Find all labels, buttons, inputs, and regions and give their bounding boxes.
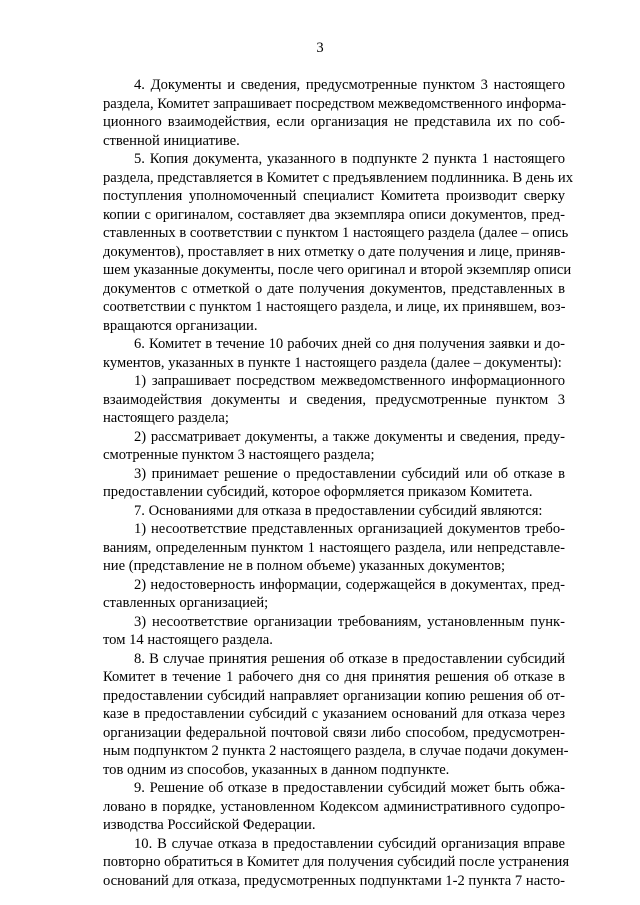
text-line: предоставлении субсидий направляет организации копию решения об от- (103, 687, 565, 704)
page-number: 3 (316, 40, 324, 56)
text-line: взаимодействия документы и сведения, предусмотренные пунктом 3 (103, 391, 565, 408)
text-line: ственной инициативе. (103, 132, 240, 149)
text-line: оснований для отказа, предусмотренных подпунктами 1-2 пункта 7 насто- (103, 872, 565, 889)
text-line: ционного взаимодействия, если организация не представила их по соб- (103, 114, 565, 130)
text-line: смотренные пунктом 3 настоящего раздела; (103, 447, 375, 463)
text-line: 2) рассматривает документы, а также документы и сведения, преду- (134, 428, 565, 445)
text-line: вращаются организации. (103, 317, 258, 334)
text-line: 5. Копия документа, указанного в подпункте 2 пункта 1 настоящего (134, 151, 565, 167)
text-line: ставленных организацией; (103, 595, 269, 611)
text-line: ловано в порядке, установленном Кодексом административного судопро- (103, 798, 565, 815)
text-line: 2) недостоверность информации, содержащейся в документах, пред- (134, 576, 565, 593)
text-line: Комитет в течение 1 рабочего дня со дня принятия решения об отказе в (103, 669, 565, 685)
text-line: настоящего раздела; (103, 410, 229, 426)
text-line: том 14 настоящего раздела. (103, 632, 273, 648)
text-line: 3) принимает решение о предоставлении субсидий или об отказе в (134, 465, 565, 482)
text-line: тов одним из способов, указанных в данном подпункте. (103, 761, 450, 778)
text-line: документов с отметкой о дате получения документов, представленных в (103, 280, 565, 297)
text-line: раздела, представляется в Комитет с предъявлением подлинника. В день их (103, 169, 574, 186)
text-line: изводства Российской Федерации. (103, 817, 316, 833)
text-line: 1) запрашивает посредством межведомственного информационного (134, 373, 565, 389)
text-line: предоставлении субсидий, которое оформляется приказом Комитета. (103, 484, 533, 500)
text-line: 6. Комитет в течение 10 рабочих дней со дня получения заявки и до- (134, 336, 565, 352)
text-line: шем указанные документы, после чего оригинал и второй экземпляр описи (103, 262, 572, 278)
text-line: 3) несоответствие организации требованиям, установленным пунк- (134, 613, 565, 630)
text-line: казе в предоставлении субсидий с указанием оснований для отказа через (103, 706, 565, 722)
text-line: ние (представление не в полном объеме) указанных документов; (103, 558, 506, 574)
text-line: ваниям, определенным пунктом 1 настоящего раздела, или непредставле- (103, 539, 565, 556)
text-line: 9. Решение об отказе в предоставлении субсидий может быть обжа- (134, 780, 565, 796)
text-line: раздела, Комитет запрашивает посредством межведомственного информа- (103, 95, 567, 112)
text-line: ным подпунктом 2 пункта 2 настоящего раздела, в случае подачи докумен- (103, 743, 569, 759)
text-line: повторно обратиться в Комитет для получения субсидий после устранения (103, 854, 570, 870)
text-line: организации федеральной почтовой связи либо способом, предусмотрен- (103, 724, 565, 741)
text-line: поступления уполномоченный специалист Комитета производит сверку (103, 188, 565, 204)
text-line: ставленных в соответствии с пунктом 1 настоящего раздела (далее – опись (103, 225, 569, 241)
text-line: соответствии с пунктом 1 настоящего раздела, и лице, их принявшем, воз- (103, 299, 566, 315)
text-line: кументов, указанных в пункте 1 настоящего раздела (далее – документы): (103, 354, 562, 371)
text-line: 1) несоответствие представленных организацией документов требо- (134, 521, 565, 537)
text-line: копии с оригиналом, составляет два экземпляра описи документов, пред- (103, 206, 565, 223)
text-line: 8. В случае принятия решения об отказе в предоставлении субсидий (134, 650, 565, 667)
text-line: документов), проставляет в них отметку о дате получения и лице, приняв- (103, 243, 566, 260)
text-line: 10. В случае отказа в предоставлении субсидий организация вправе (134, 835, 565, 852)
text-line: 7. Основаниями для отказа в предоставлении субсидий являются: (134, 502, 543, 519)
text-line: 4. Документы и сведения, предусмотренные пунктом 3 настоящего (134, 77, 565, 93)
